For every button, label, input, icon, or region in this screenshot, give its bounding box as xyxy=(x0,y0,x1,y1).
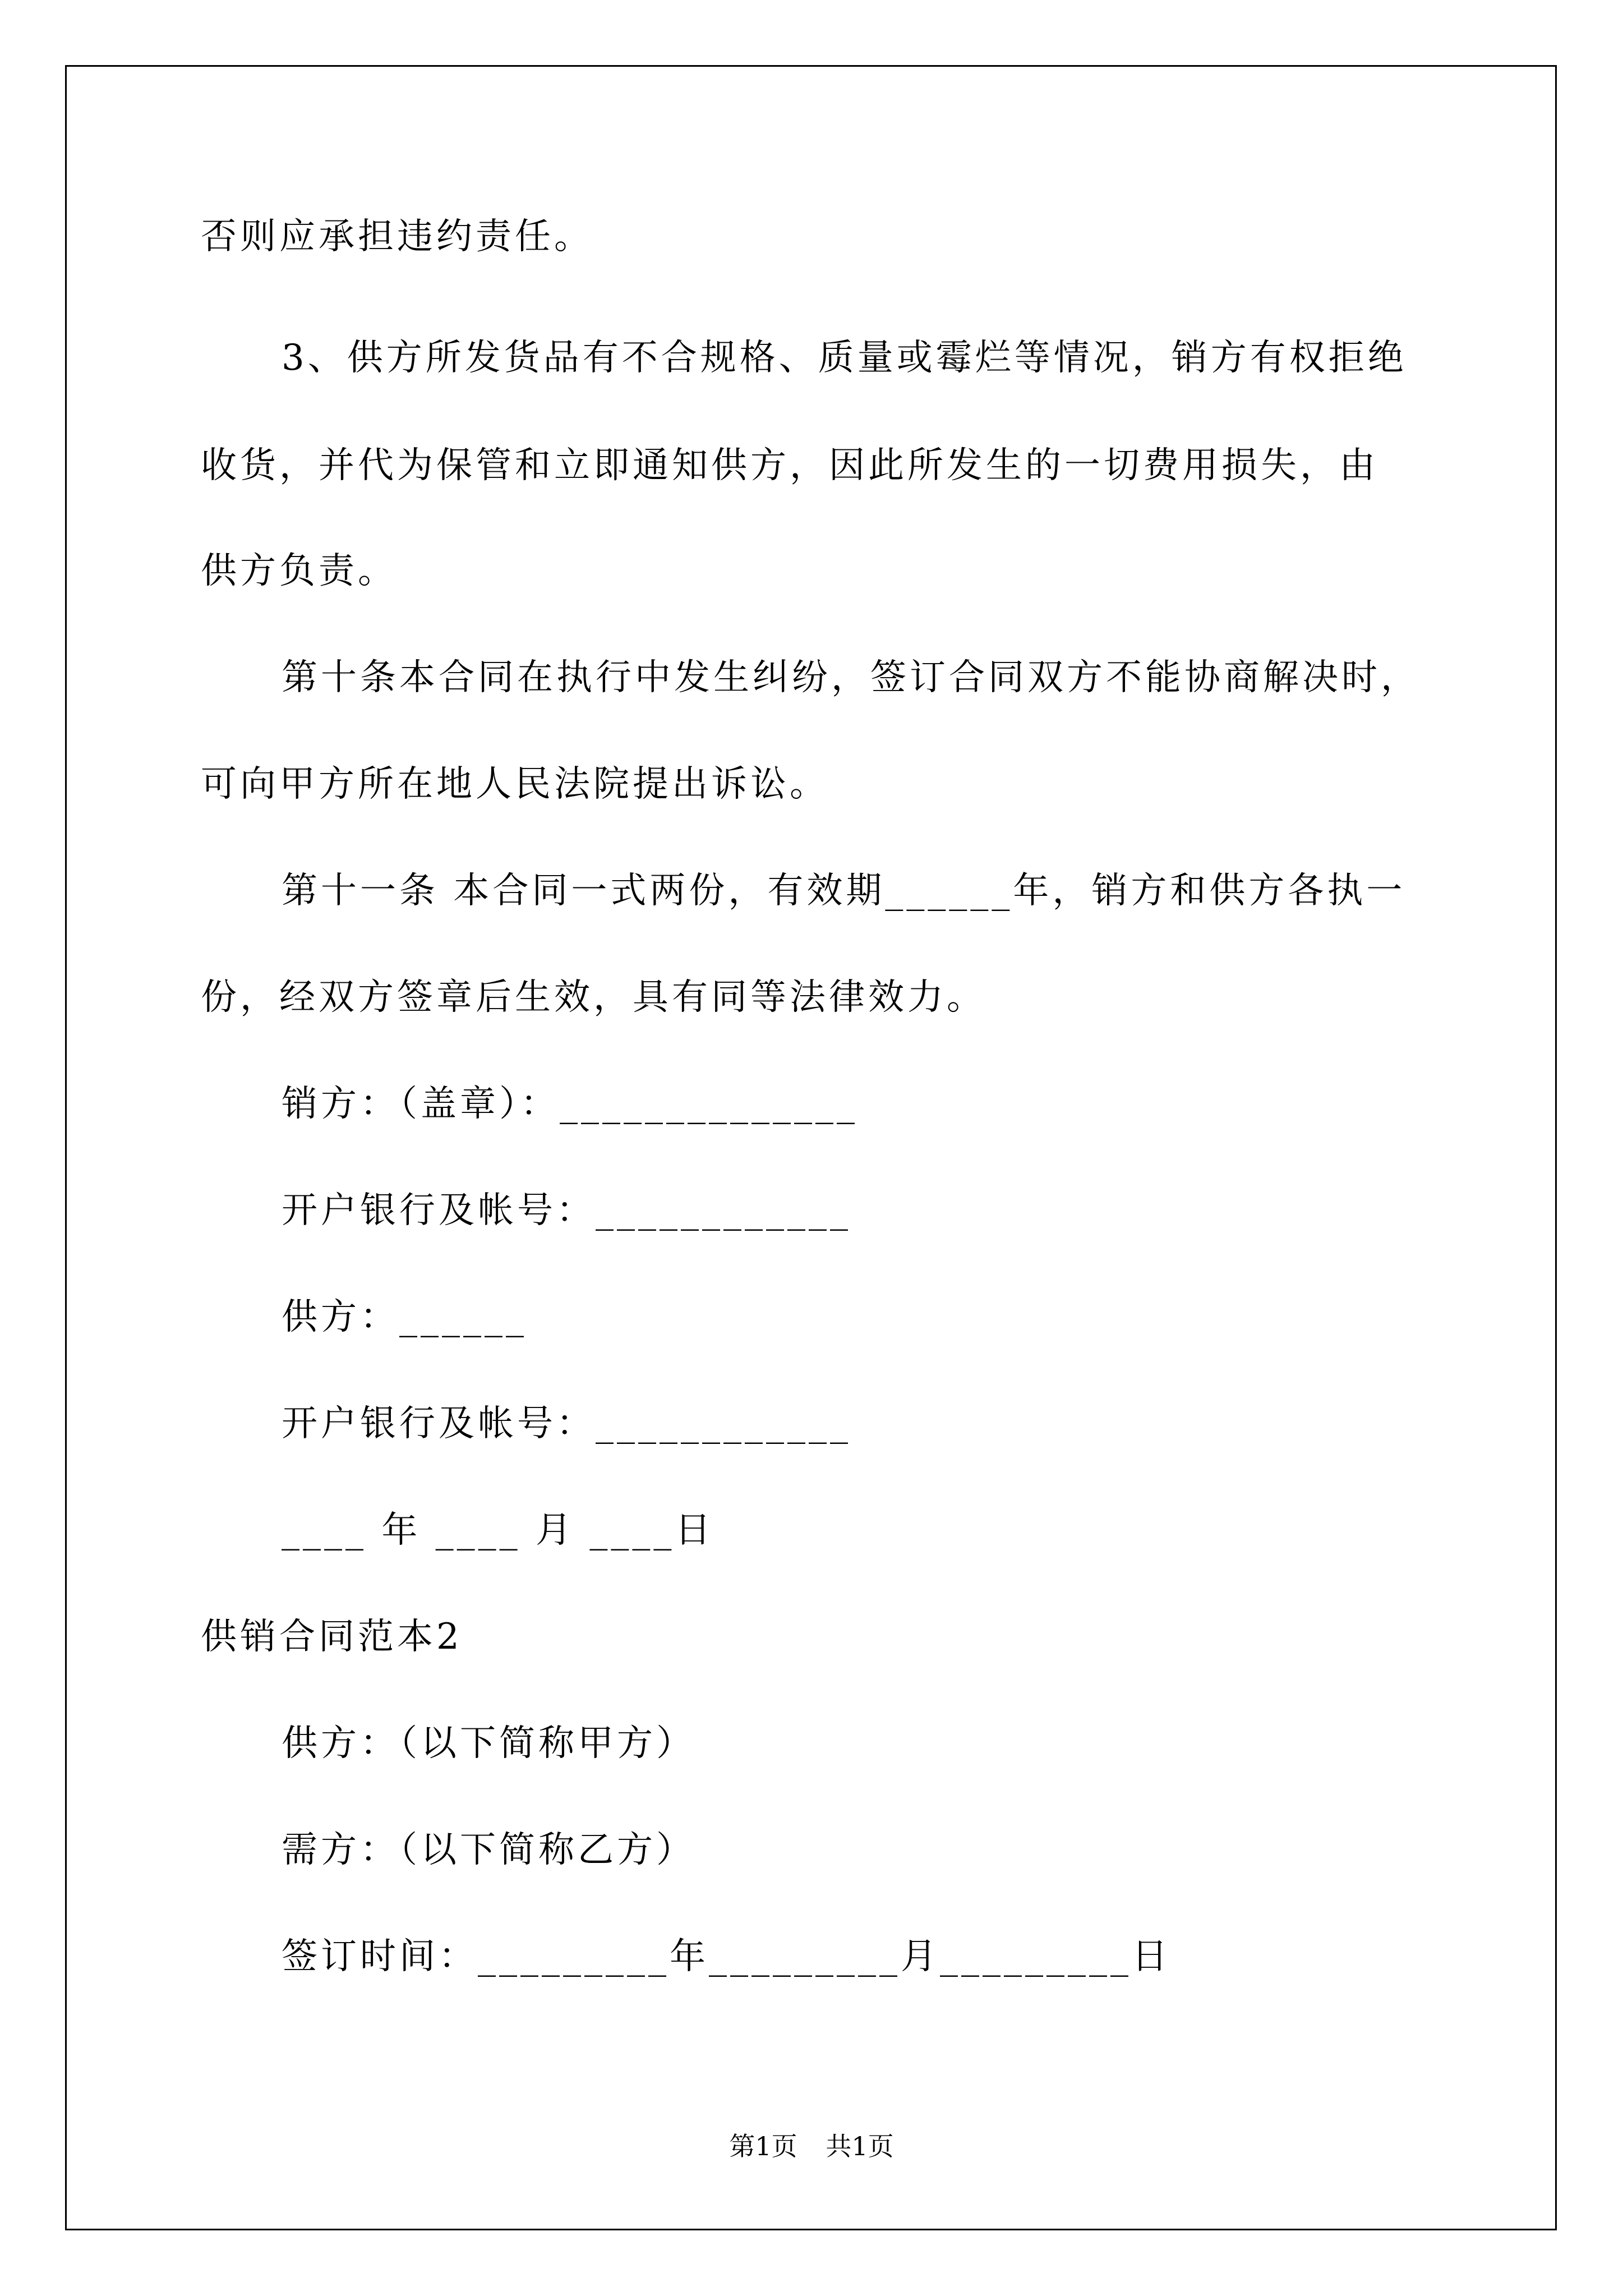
signing-date-line: 签订时间：_________年_________月_________日 xyxy=(282,1936,1171,1977)
section-title: 供销合同范本2 xyxy=(201,1616,463,1658)
text-line-3: 收货，并代为保管和立即通知供方，因此所发生的一切费用损失，由 xyxy=(201,445,1378,486)
supplier-bank-line: 开户银行及帐号：____________ xyxy=(282,1403,851,1444)
text-line-4: 供方负责。 xyxy=(201,550,397,592)
seller-seal-line: 销方：（盖章）：______________ xyxy=(282,1083,858,1125)
text-line-7: 第十一条 本合同一式两份，有效期______年，销方和供方各执一 xyxy=(282,870,1406,912)
text-line-6: 可向甲方所在地人民法院提出诉讼。 xyxy=(201,763,829,805)
date-line: ____ 年 ____ 月 ____日 xyxy=(282,1510,714,1551)
seller-bank-line: 开户银行及帐号：____________ xyxy=(282,1190,851,1231)
page-current: 第1页 xyxy=(729,2131,797,2161)
text-line-1: 否则应承担违约责任。 xyxy=(201,216,593,257)
text-line-8: 份，经双方签章后生效，具有同等法律效力。 xyxy=(201,977,986,1018)
text-line-2: 3、供方所发货品有不合规格、质量或霉烂等情况，销方有权拒绝 xyxy=(282,337,1407,379)
text-line-5: 第十条本合同在执行中发生纠纷，签订合同双方不能协商解决时， xyxy=(282,657,1420,698)
party-b-line: 需方：（以下简称乙方） xyxy=(282,1829,695,1871)
page-total: 共1页 xyxy=(826,2131,894,2161)
page-border xyxy=(65,65,1557,2230)
page-footer xyxy=(0,2129,1623,2163)
supplier-line: 供方：______ xyxy=(282,1296,527,1338)
party-a-line: 供方：（以下简称甲方） xyxy=(282,1723,695,1764)
